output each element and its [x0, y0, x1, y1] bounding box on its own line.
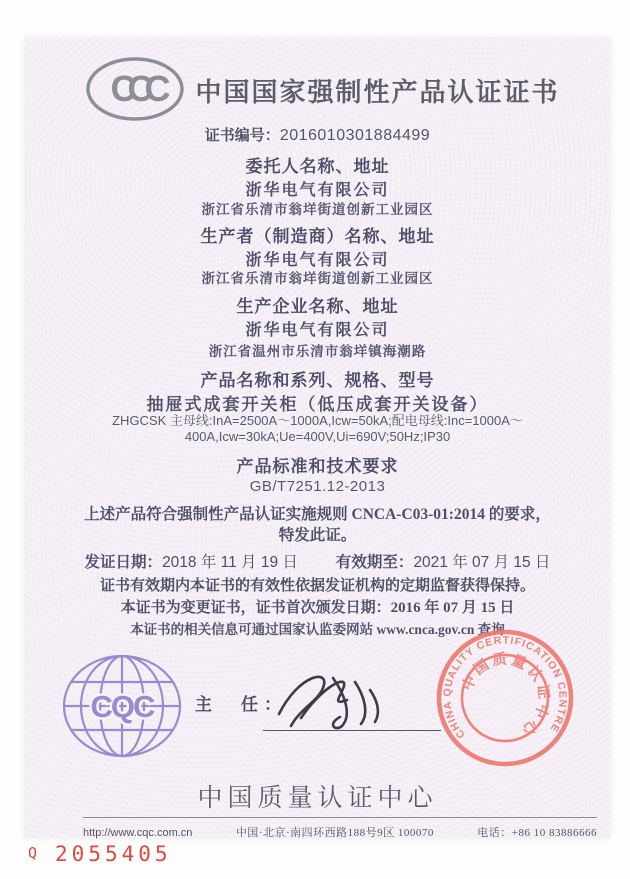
applicant-address: 浙江省乐清市翁垟街道创新工业园区 [201, 202, 434, 217]
standard-heading: 产品标准和技术要求 [236, 457, 399, 476]
compliance-statement-line2: 特发此证。 [278, 527, 357, 544]
valid-until-label: 有效期至： [335, 554, 414, 571]
svg-text:CCC: CCC [110, 68, 162, 109]
ccc-mark-icon [85, 56, 185, 122]
product-spec-line1: ZHGCSK 主母线:InA=2500A～1000A,Icw=50kA;配电母线:Inc=1000A～ [112, 413, 523, 428]
factory-address: 浙江省温州市乐清市翁垟镇海潮路 [208, 344, 427, 359]
director-label: 主 任： [195, 695, 287, 714]
standard-value: GB/T7251.12-2013 [249, 478, 386, 495]
issue-date-value: 2018 年 11 月 19 日 [162, 554, 298, 571]
dates-line [25, 550, 610, 572]
certificate-title: 中国国家强制性产品认证证书 [195, 77, 560, 107]
issue-date-label: 发证日期： [84, 554, 163, 571]
cqc-red-seal [435, 628, 575, 768]
serial-number: 2055405 [55, 842, 172, 866]
paper-serial [28, 842, 172, 866]
manufacturer-heading: 生产者（制造商）名称、地址 [200, 227, 435, 246]
valid-until-value: 2021 年 07 月 15 日 [413, 554, 551, 571]
certificate-number: 2016010301884499 [279, 127, 431, 144]
serial-prefix: Q [28, 844, 38, 862]
footer-address: 中国·北京·南四环西路188号9区 100070 [235, 827, 434, 839]
compliance-statement [25, 504, 610, 546]
seal-ring-text: CHINA QUALITY CERTIFICATION CENTRE [441, 634, 569, 741]
product-spec-line2: 400A,Icw=30kA;Ue=400V,Ui=690V;50Hz;IP30 [184, 429, 451, 444]
cqc-globe-icon [60, 653, 185, 759]
applicant-name: 浙华电气有限公司 [245, 182, 390, 199]
manufacturer-name: 浙华电气有限公司 [245, 252, 390, 269]
product-name: 抽屉式成套开关柜（低压成套开关设备） [146, 395, 489, 414]
issuing-org-name: 中国质量认证中心 [197, 784, 438, 812]
svg-text:CQC: CQC [90, 689, 154, 724]
manufacturer-address: 浙江省乐清市翁垟街道创新工业园区 [201, 271, 434, 286]
product-spec [25, 413, 610, 445]
compliance-statement-line1: 上述产品符合强制性产品认证实施规则 CNCA-C03-01:2014 的要求， [84, 506, 551, 523]
director-signature [273, 666, 403, 736]
applicant-heading: 委托人名称、地址 [245, 157, 390, 176]
signature-underline [263, 730, 441, 731]
lookup-note: 本证书的相关信息可通过国家认监委网站 www.cnca.gov.cn 查询 [130, 622, 505, 637]
seal-inner-text: 中国质量认证中心 [459, 651, 552, 740]
certificate-number-label: 证书编号： [204, 128, 280, 144]
footer-divider [83, 817, 597, 818]
footer [83, 824, 597, 840]
certificate-number-line [25, 124, 610, 145]
footer-phone: 电话：+86 10 83886666 [477, 827, 597, 839]
product-heading: 产品名称和系列、规格、型号 [200, 371, 435, 390]
certificate-paper [25, 38, 610, 838]
factory-heading: 生产企业名称、地址 [236, 297, 399, 316]
factory-name: 浙华电气有限公司 [245, 322, 390, 339]
validity-note: 证书有效期内本证书的有效性依据发证机构的定期监督获得保持。 [99, 578, 535, 594]
change-note: 本证书为变更证书，证书首次颁发日期：2016 年 07 月 15 日 [120, 600, 515, 616]
footer-website: http://www.cqc.com.cn [83, 827, 193, 839]
